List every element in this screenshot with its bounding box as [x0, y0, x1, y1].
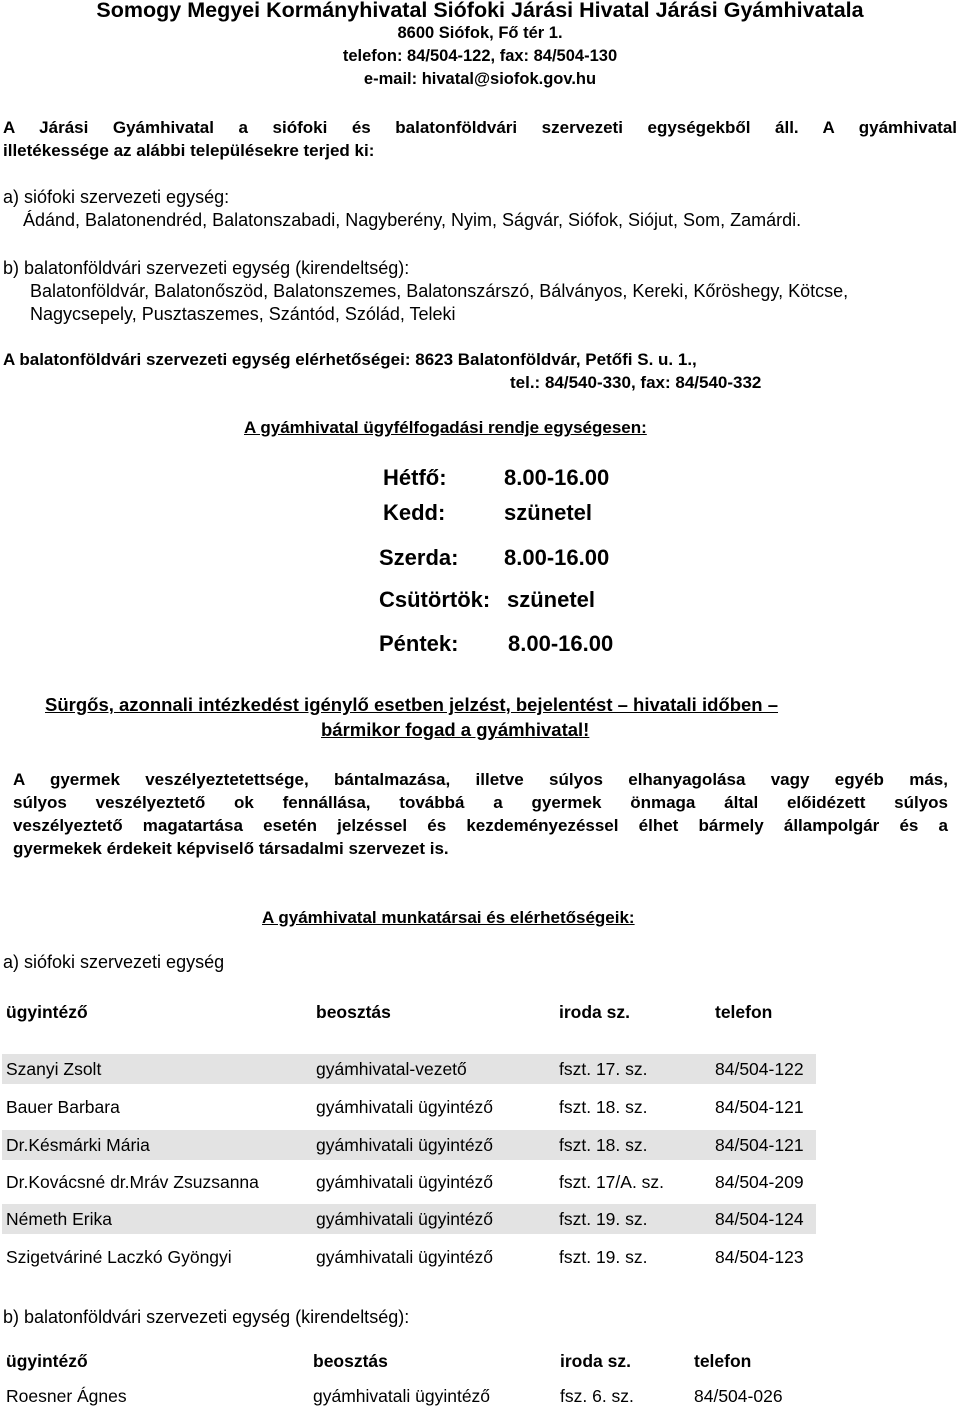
unit-b-contact-line-2: tel.: 84/540-330, fax: 84/540-332	[510, 373, 762, 392]
staff-heading: A gyámhivatal munkatársai és elérhetőségeik:	[262, 908, 635, 927]
column-header-position: beosztás	[313, 1351, 388, 1371]
unit-b-towns-line-2: Nagycsepely, Pusztaszemes, Szántód, Szólád, Teleki	[30, 304, 456, 324]
notice-line-4: gyermekek érdekeit képviselő társadalmi szervezet is.	[13, 839, 449, 858]
unit-a-towns: Ádánd, Balatonendréd, Balatonszabadi, Nagyberény, Nyim, Ságvár, Siófok, Siójut, Som, Zamárdi.	[23, 210, 802, 230]
staff-unit-b-title: b) balatonföldvári szervezeti egység (kirendeltség):	[3, 1307, 410, 1327]
office-phone: telefon: 84/504-122, fax: 84/504-130	[342, 47, 618, 65]
staff-office: fszt. 18. sz.	[559, 1135, 648, 1155]
unit-b-towns-line-1: Balatonföldvár, Balatonőszöd, Balatonszemes, Balatonszárszó, Bálványos, Kereki, Kőröshegy, Kötcse,	[30, 281, 849, 301]
staff-unit-a-title: a) siófoki szervezeti egység	[3, 952, 225, 972]
staff-name: Szigetváriné Laczkó Gyöngyi	[6, 1247, 232, 1267]
unit-b-title: b) balatonföldvári szervezeti egység (kirendeltség):	[3, 258, 410, 278]
table-row	[2, 1381, 902, 1411]
notice-line-3: veszélyeztető magatartása esetén jelzéssel és kezdeményezéssel élhet bármely állampolgár és a	[13, 816, 948, 835]
staff-office: fszt. 17. sz.	[559, 1059, 648, 1079]
column-header-position: beosztás	[316, 1002, 391, 1022]
staff-a-header-row	[2, 997, 902, 1027]
staff-phone: 84/504-121	[715, 1097, 804, 1117]
staff-b-header-row	[2, 1346, 902, 1376]
intro-line-2: illetékessége az alábbi településekre terjed ki:	[3, 141, 375, 160]
staff-name: Dr.Kovácsné dr.Mráv Zsuzsanna	[6, 1172, 259, 1192]
staff-position: gyámhivatali ügyintéző	[316, 1172, 494, 1192]
office-name: Somogy Megyei Kormányhivatal Siófoki Járási Hivatal Járási Gyámhivatala	[96, 0, 864, 22]
column-header-office: iroda sz.	[559, 1002, 630, 1022]
column-header-name: ügyintéző	[6, 1002, 88, 1022]
staff-phone: 84/504-123	[715, 1247, 804, 1267]
office-address: 8600 Siófok, Fő tér 1.	[397, 24, 563, 42]
table-row	[2, 1242, 816, 1272]
table-row	[2, 1054, 816, 1084]
column-header-name: ügyintéző	[6, 1351, 88, 1371]
staff-office: fszt. 19. sz.	[559, 1247, 648, 1267]
staff-office: fszt. 17/A. sz.	[559, 1172, 665, 1192]
staff-phone: 84/504-121	[715, 1135, 804, 1155]
column-header-office: iroda sz.	[560, 1351, 631, 1371]
schedule-day-thursday: Csütörtök:	[379, 587, 491, 612]
notice-line-2: súlyos veszélyeztető ok fennállása, továbbá a gyermek önmaga által előidézett súlyos	[13, 793, 948, 812]
schedule-day-monday: Hétfő:	[383, 465, 447, 490]
staff-position: gyámhivatali ügyintéző	[316, 1135, 494, 1155]
staff-position: gyámhivatal-vezető	[316, 1059, 467, 1079]
staff-phone: 84/504-124	[715, 1209, 804, 1229]
staff-phone: 84/504-122	[715, 1059, 804, 1079]
staff-office: fszt. 18. sz.	[559, 1097, 648, 1117]
table-row	[2, 1167, 816, 1197]
staff-office: fszt. 19. sz.	[559, 1209, 648, 1229]
schedule-hours-friday: 8.00-16.00	[508, 631, 614, 656]
table-row	[2, 1204, 816, 1234]
intro-line-1: A Járási Gyámhivatal a siófoki és balatonföldvári szervezeti egységekből áll. A gyámhivatal	[3, 118, 957, 137]
staff-office: fsz. 6. sz.	[560, 1386, 634, 1406]
staff-phone: 84/504-026	[694, 1386, 783, 1406]
staff-name: Németh Erika	[6, 1209, 113, 1229]
staff-name: Bauer Barbara	[6, 1097, 120, 1117]
table-row	[2, 1092, 816, 1122]
schedule-hours-wednesday: 8.00-16.00	[504, 545, 610, 570]
office-email: e-mail: hivatal@siofok.gov.hu	[363, 70, 597, 88]
schedule-day-tuesday: Kedd:	[383, 500, 446, 525]
column-header-phone: telefon	[694, 1351, 752, 1371]
staff-phone: 84/504-209	[715, 1172, 804, 1192]
urgent-line-2: bármikor fogad a gyámhivatal!	[321, 719, 590, 740]
staff-position: gyámhivatali ügyintéző	[313, 1386, 491, 1406]
staff-position: gyámhivatali ügyintéző	[316, 1209, 494, 1229]
schedule-hours-monday: 8.00-16.00	[504, 465, 610, 490]
staff-position: gyámhivatali ügyintéző	[316, 1097, 494, 1117]
notice-line-1: A gyermek veszélyeztetettsége, bántalmazása, illetve súlyos elhanyagolása vagy egyéb más,	[13, 770, 948, 789]
table-row	[2, 1130, 816, 1160]
staff-name: Dr.Késmárki Mária	[6, 1135, 150, 1155]
schedule-day-wednesday: Szerda:	[379, 545, 459, 570]
column-header-phone: telefon	[715, 1002, 773, 1022]
staff-name: Roesner Ágnes	[6, 1386, 127, 1406]
unit-a-title: a) siófoki szervezeti egység:	[3, 187, 230, 207]
schedule-hours-thursday: szünetel	[507, 587, 596, 612]
staff-position: gyámhivatali ügyintéző	[316, 1247, 494, 1267]
urgent-line-1: Sürgős, azonnali intézkedést igénylő esetben jelzést, bejelentést – hivatali időben –	[45, 694, 779, 715]
schedule-day-friday: Péntek:	[379, 631, 459, 656]
schedule-heading: A gyámhivatal ügyfélfogadási rendje egységesen:	[244, 418, 647, 437]
schedule-hours-tuesday: szünetel	[504, 500, 593, 525]
unit-b-contact-line-1: A balatonföldvári szervezeti egység elérhetőségei: 8623 Balatonföldvár, Petőfi S. u. 1.,	[3, 350, 697, 369]
staff-name: Szanyi Zsolt	[6, 1059, 102, 1079]
